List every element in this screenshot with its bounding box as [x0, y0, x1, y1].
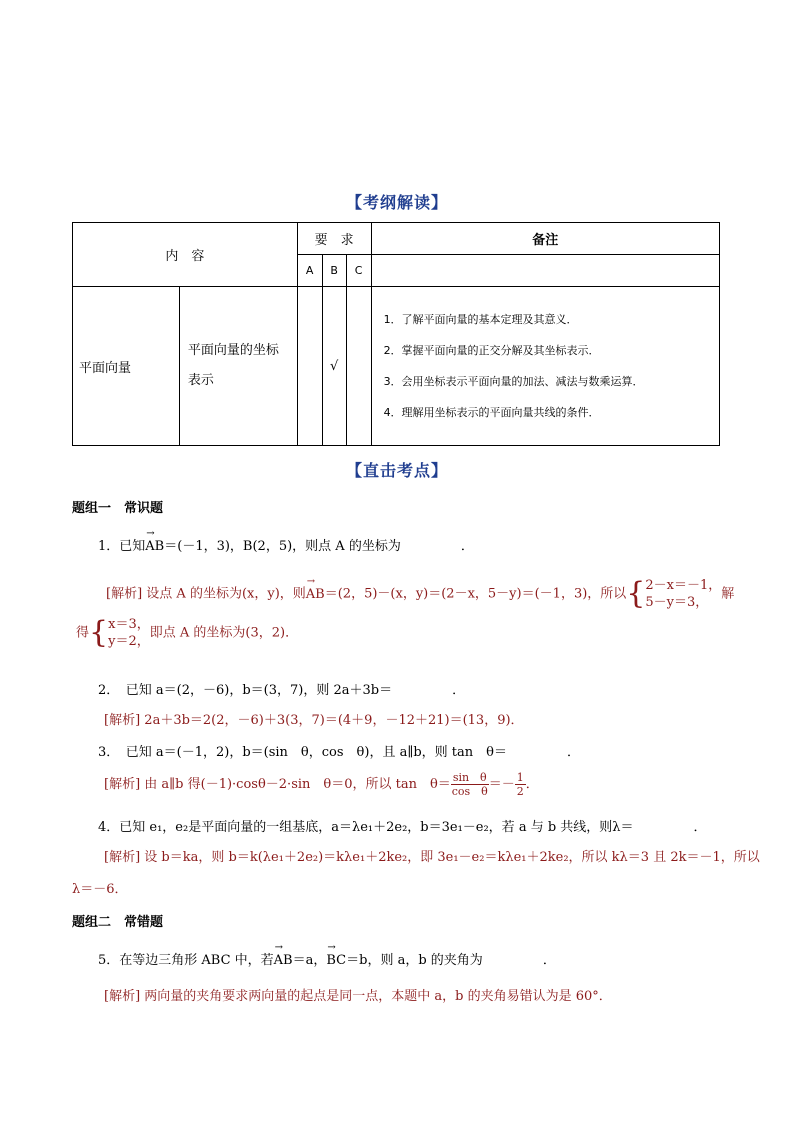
- analysis-4: [解析] 设 b＝ka，则 b＝k(λe₁＋2e₂)＝kλe₁＋2ke₂，即 3e₁－e₂＝kλe₁＋2ke₂，所以 kλ＝3 且 2k＝－1，所以: [104, 850, 760, 865]
- analysis-4-cont: λ＝－6．: [72, 882, 128, 897]
- fraction: $\frac{\text{sin θ}}{\text{cos θ}}$: [451, 771, 488, 798]
- analysis-1: [解析] 设点 A 的坐标为(x，y)，则→ AB＝(2，5)－(x，y)＝(2－x，5－y)＝(－1，3)，所以{ 2－x＝－1， 5－y＝3， 解: [106, 577, 736, 611]
- analysis-3: [解析] 由 a∥b 得(－1)·cosθ－2·sin θ＝0，所以 tan θ＝ $\frac{\text{sin θ}}{\text{cos θ}}$ ＝－ $\frac{1}{2}$ ．: [104, 771, 539, 798]
- analysis-tag: [解析]: [106, 586, 143, 602]
- header-requirement: 要 求: [297, 223, 371, 255]
- equation-system: x＝3， y＝2，: [108, 617, 150, 649]
- analysis-1-cont: 得{ x＝3， y＝2， 即点 A 的坐标为(3，2)．: [76, 615, 299, 650]
- analysis-5: [解析] 两向量的夹角要求两向量的起点是同一点，本题中 a，b 的夹角易错认为是 60°．: [104, 989, 612, 1004]
- group-2-title: 题组二 常错题: [72, 915, 164, 930]
- row-category: 平面向量: [73, 287, 180, 446]
- vector-ab: → AB: [145, 539, 164, 554]
- question-3: 3． 已知 a＝(－1，2)，b＝(sin θ，cos θ)，且 a∥b，则 tan θ＝ ．: [98, 745, 580, 760]
- level-a: A: [297, 255, 322, 287]
- fraction: $\frac{1}{2}$: [516, 771, 524, 798]
- level-b: B: [322, 255, 346, 287]
- note-item: 1．了解平面向量的基本定理及其意义．: [383, 313, 578, 326]
- notes-blank: [371, 255, 719, 287]
- brace: {: [89, 615, 109, 650]
- equation-system: 2－x＝－1， 5－y＝3，: [645, 578, 722, 610]
- group-1-title: 题组一 常识题: [72, 501, 164, 516]
- question-2: 2． 已知 a＝(2，－6)，b＝(3，7)，则 2a＋3b＝ ．: [98, 683, 466, 698]
- note-item: 3．会用坐标表示平面向量的加法、减法与数乘运算．: [383, 375, 644, 388]
- header-notes: 备注: [371, 223, 719, 255]
- header-content: 内 容: [73, 223, 298, 287]
- notes-cell: [371, 287, 719, 446]
- cell-b-check: √: [322, 287, 346, 446]
- points-heading: 【直击考点】: [345, 461, 448, 480]
- question-4: 4．已知 e₁，e₂是平面向量的一组基底，a＝λe₁＋2e₂，b＝3e₁－e₂，若 a 与 b 共线，则λ＝ ．: [98, 820, 707, 835]
- note-item: 2．掌握平面向量的正交分解及其坐标表示．: [383, 344, 600, 357]
- question-1: 1．已知→ AB＝(－1，3)，B(2，5)，则点 A 的坐标为 ．: [98, 535, 474, 554]
- row-topic: 平面向量的坐标表示: [179, 287, 297, 446]
- analysis-2: [解析] 2a＋3b＝2(2，－6)＋3(3，7)＝(4＋9，－12＋21)＝(13，9)．: [104, 713, 524, 728]
- question-5: 5．在等边三角形 ABC 中，若→ AB＝a，→ BC＝b，则 a，b 的夹角为 ．: [98, 949, 556, 968]
- syllabus-table: [72, 222, 720, 446]
- brace: {: [626, 576, 646, 611]
- level-c: C: [346, 255, 371, 287]
- note-item: 4．理解用坐标表示的平面向量共线的条件．: [383, 406, 600, 419]
- outline-heading: 【考纲解读】: [345, 193, 448, 212]
- cell-a: [297, 287, 322, 446]
- cell-c: [346, 287, 371, 446]
